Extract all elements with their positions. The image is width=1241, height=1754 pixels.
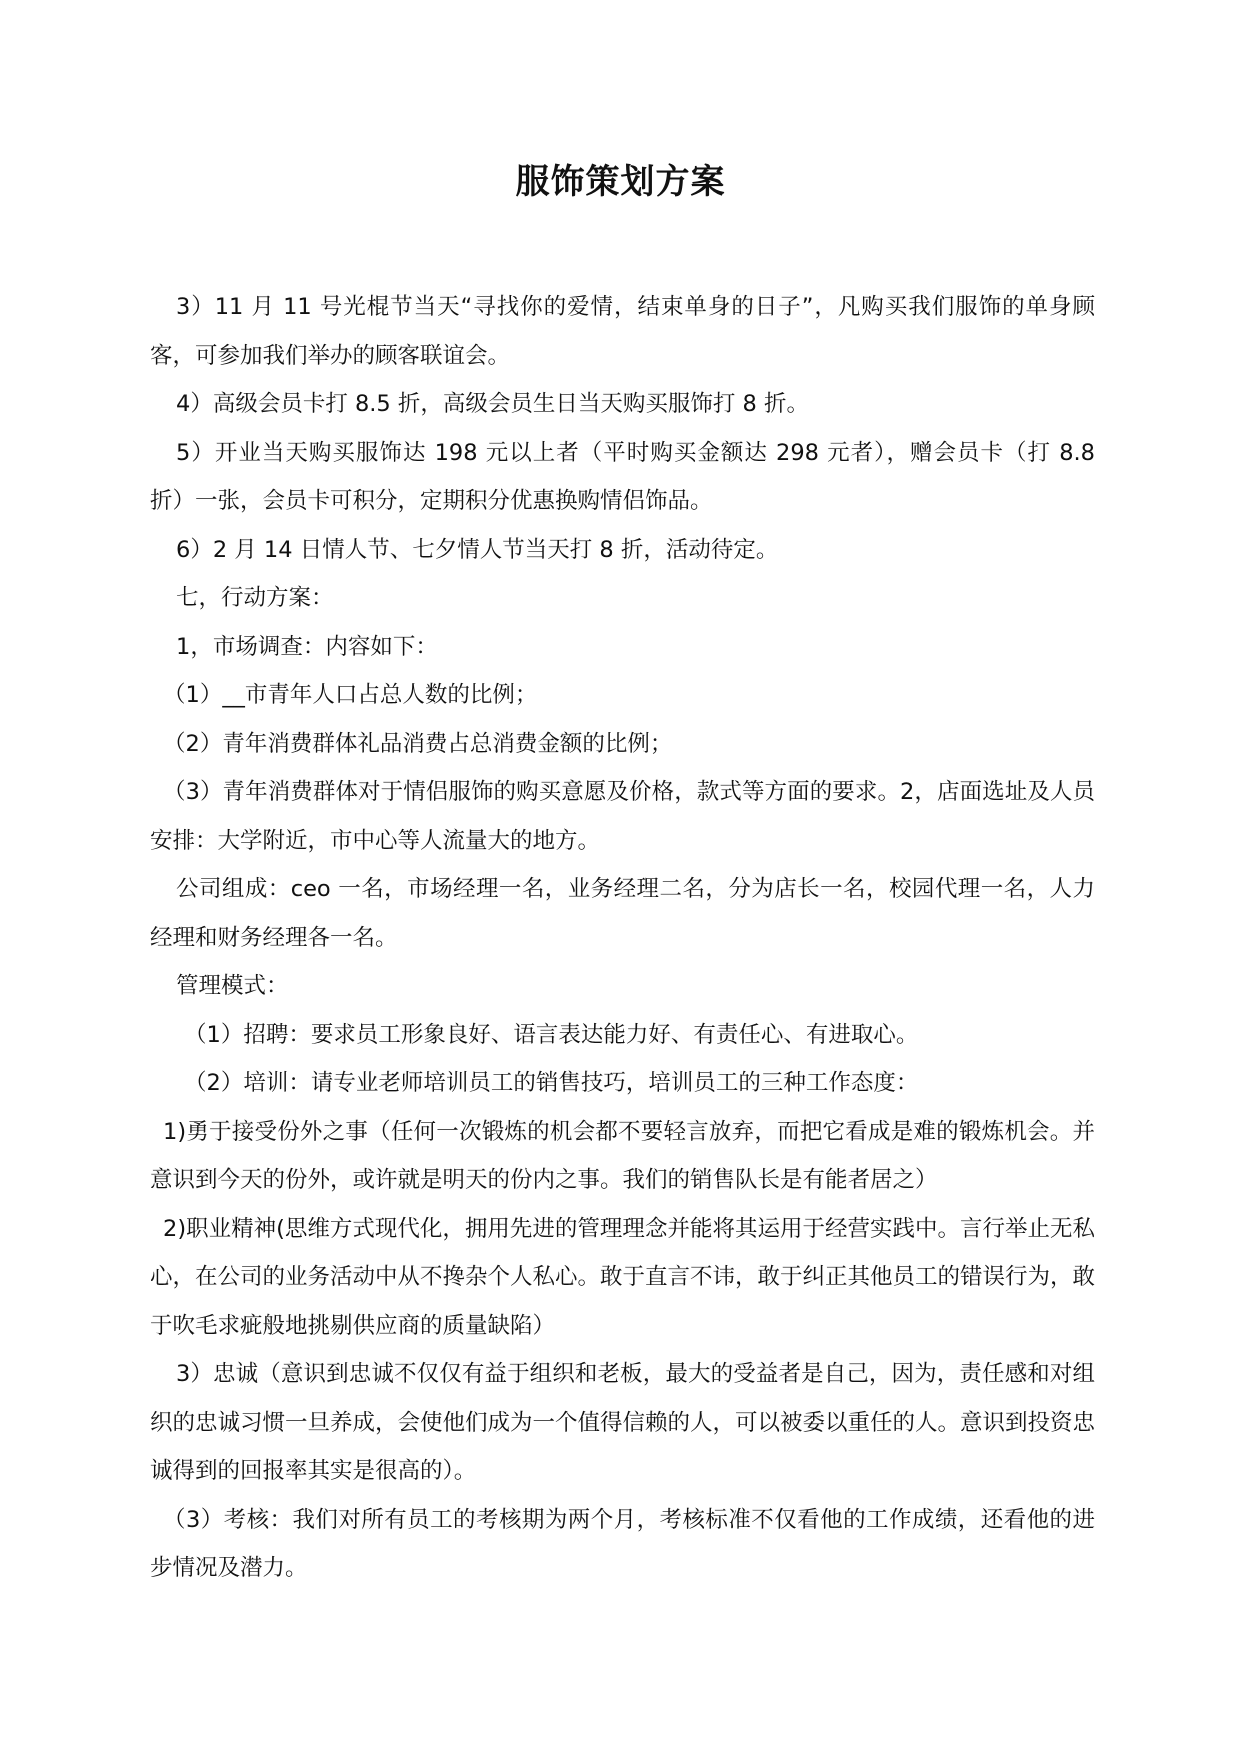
list-item-assessment: （3）考核：我们对所有员工的考核期为两个月，考核标准不仅看他的工作成绩，还看他的进步情况及潜力。 (150, 1506, 1095, 1581)
heading-action-plan: 七，行动方案： (176, 585, 334, 611)
paragraph-opening-day-offer: 5）开业当天购买服饰达 198 元以上者（平时购买金额达 298 元者），赠会员卡（打 8.8 折）一张，会员卡可积分，定期积分优惠换购情侣饰品。 (150, 439, 1095, 514)
list-item-gift-consumption: （2）青年消费群体礼品消费占总消费金额的比例； (163, 730, 673, 757)
list-item-professionalism: 2)职业精神(思维方式现代化，拥用先进的管理理念并能将其运用于经营实践中。言行举止无私心，在公司的业务活动中从不搀杂个人私心。敢于直言不讳，敢于纠正其他员工的错误行为，敢于吹毛求疵般地挑剔供应商的质量缺陷） (150, 1215, 1096, 1339)
heading-market-research: 1，市场调查：内容如下： (176, 633, 438, 660)
document-body (150, 283, 1095, 1593)
paragraph-senior-member-card: 4）高级会员卡打 8.5 折，高级会员生日当天购买服饰打 8 折。 (176, 391, 810, 417)
list-item-training: （2）培训：请专业老师培训员工的销售技巧，培训员工的三种工作态度： (184, 1070, 919, 1096)
list-item-youth-population: （1）__市青年人口占总人数的比例； (163, 682, 538, 708)
paragraph-valentines-day: 6）2 月 14 日情人节、七夕情人节当天打 8 折，活动待定。 (176, 536, 779, 563)
paragraph-singles-day: 3）11 月 11 号光棍节当天“寻找你的爱情，结束单身的日子”，凡购买我们服饰的单身顾客，可参加我们举办的顾客联谊会。 (150, 294, 1095, 369)
list-item-recruitment: （1）招聘：要求员工形象良好、语言表达能力好、有责任心、有进取心。 (184, 1021, 919, 1048)
list-item-extra-duties: 1)勇于接受份外之事（任何一次锻炼的机会都不要轻言放弃，而把它看成是难的锻炼机会。并意识到今天的份外，或许就是明天的份内之事。我们的销售队长是有能者居之） (150, 1118, 1095, 1193)
document-title: 服饰策划方案 (515, 162, 726, 202)
list-item-purchase-intention: （3）青年消费群体对于情侣服饰的购买意愿及价格，款式等方面的要求。2，店面选址及人员安排：大学附近，市中心等人流量大的地方。 (150, 779, 1095, 854)
paragraph-company-structure: 公司组成：ceo 一名，市场经理一名，业务经理二名，分为店长一名，校园代理一名，人力经理和财务经理各一名。 (150, 876, 1095, 951)
list-item-loyalty: 3）忠诚（意识到忠诚不仅仅有益于组织和老板，最大的受益者是自己，因为，责任感和对组织的忠诚习惯一旦养成，会使他们成为一个值得信赖的人，可以被委以重任的人。意识到投资忠诚得到的回报率其实是很高的）。 (150, 1361, 1096, 1484)
heading-management-mode: 管理模式： (176, 973, 289, 999)
